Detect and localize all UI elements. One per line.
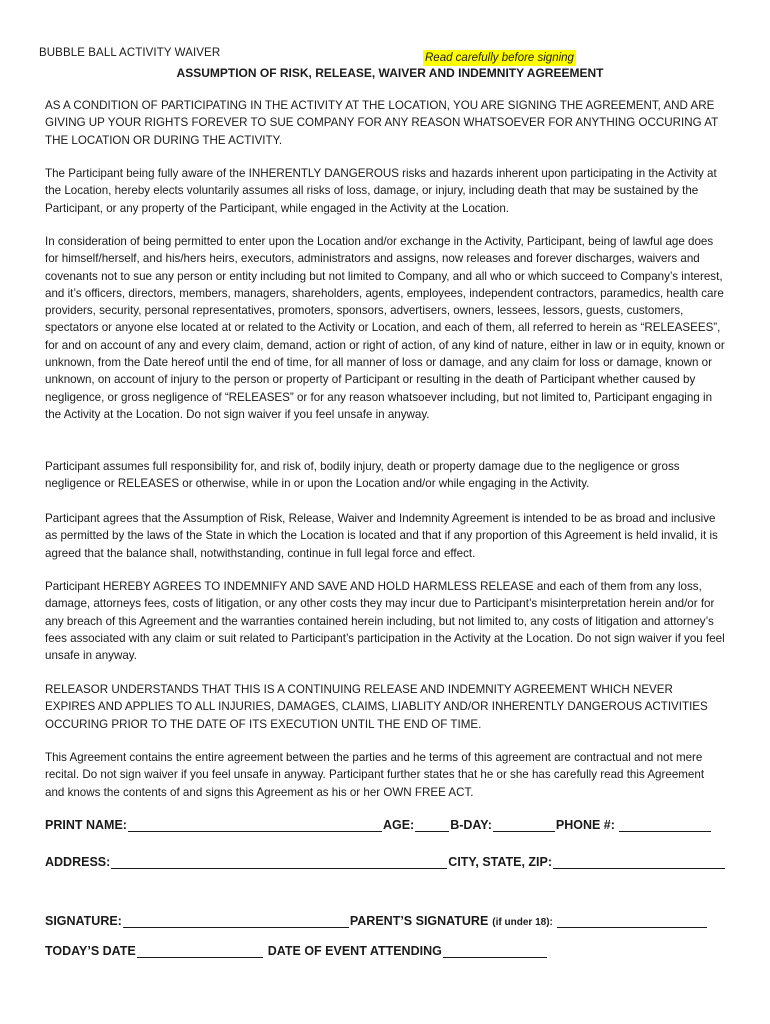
if-under-18-note: (if under 18): [492,917,553,928]
paragraph-indemnify [45,578,725,664]
todays-date-field[interactable] [137,944,263,958]
signature-label: SIGNATURE: [45,914,122,928]
paragraph-text: Participant assumes full responsibility for, and risk of, bodily injury, death or property damage due to the negligence or gross negligence or RELEASES or otherwise, while in or upon the Location and/or while engaging in the Activity. [45,460,680,491]
document-label: BUBBLE BALL ACTIVITY WAIVER [39,47,221,59]
todays-date-label: TODAY’S DATE [45,944,136,958]
city-state-zip-field[interactable] [553,855,725,869]
print-name-label: PRINT NAME: [45,818,127,832]
paragraph-assumption [45,165,725,217]
paragraph-text: This Agreement contains the entire agreement between the parties and he terms of this agreement are contractual and not mere recital. Do not sign waiver if you feel unsafe in anyway. Participant further states that he or she has carefully read this Agreement and knows the contents of and signs this Agreement as his or her OWN FREE ACT. [45,751,705,799]
address-field[interactable] [111,855,447,869]
signature-field[interactable] [123,914,349,928]
form-row-address [45,855,726,869]
form-row-signature [45,914,708,928]
date-of-event-label: DATE OF EVENT ATTENDING [267,944,442,958]
phone-label: PHONE #: [555,818,615,832]
form-row-name [45,818,712,832]
paragraph-text: The Participant being fully aware of the INHERENTLY DANGEROUS risks and hazards inherent upon participating in the Activity at the Location, hereby elects voluntarily assumes all risks of loss, damage, or injury, including death that may be sustained by the Participant, or any property of the Participant, while engaged in the Activity at the Location. [45,167,717,215]
phone-field[interactable] [619,818,711,832]
paragraph-text: Participant agrees that the Assumption of Risk, Release, Waiver and Indemnity Agreement is intended to be as broad and inclusive as permitted by the laws of the State in which the Location is located and that if any proportion of this Agreement is held invalid, it is agreed that the balance shall, notwithstanding, continue in full legal force and effect. [45,512,718,560]
form-row-dates [45,944,548,958]
highlighted-note: Read carefully before signing [425,52,574,64]
date-of-event-field[interactable] [443,944,547,958]
paragraph-text: In consideration of being permitted to enter upon the Location and/or exchange in the Activity, Participant, being of lawful age does for himself/herself, and his/hers heirs, executors, administrators and assigns, now releases and forever discharges, waivers and covenants not to sue any person or entity including but not limited to Company, and all who or which succeed to Company’s interest, and it’s officers, directors, members, managers, shareholders, agents, employees, independent contractors, paramedics, health care providers, security, personal representatives, promoters, sponsors, advertisers, owners, lessees, lessors, guests, customers, spectators or anyone else located at or related to the Activity or Location, and each of them, all referred to herein as “RELEASEES”, for and on account of any and every claim, demand, action or right of action, of any kind of nature, either in law or in equity, known or unknown, from the Date hereof until the end of time, for all manner of loss or damage, and any claim for loss or damage, known or unknown, on account of injury to the person or property of Participant or resulting in the death of Participant whether caused by negligence, or gross negligence of “RELEASES” or for any reason whatsoever including, but not limited to, Participant engaging in the Activity at the Location. Do not sign waiver if you feel unsafe in anyway. [45,235,725,421]
bday-field[interactable] [493,818,555,832]
age-field[interactable] [415,818,449,832]
agreement-title: ASSUMPTION OF RISK, RELEASE, WAIVER AND INDEMNITY AGREEMENT [176,66,604,80]
paragraph-continuing-release [45,681,725,733]
paragraph-condition [45,97,725,149]
address-label: ADDRESS: [45,855,111,869]
paragraph-text: Participant HEREBY AGREES TO INDEMNIFY AND SAVE AND HOLD HARMLESS RELEASE and each of them from any loss, damage, attorneys fees, costs of litigation, or any other costs they may incur due to Participant’s misinterpretation herein and/or for any breach of this Agreement and the warranties contained herein including, but not limited to, any costs of litigation and attorney’s fees associated with any claim or suit related to Participant’s participation in the Activity at the Location. Do not sign waiver if you feel unsafe in anyway. [45,580,725,663]
city-state-zip-label: CITY, STATE, ZIP: [448,855,553,869]
bday-label: B-DAY: [450,818,492,832]
paragraph-release [45,233,725,423]
age-label: AGE: [382,818,415,832]
parents-signature-label: PARENT’S SIGNATURE [349,914,489,928]
paragraph-entire-agreement [45,749,725,801]
print-name-field[interactable] [128,818,382,832]
paragraph-text: AS A CONDITION OF PARTICIPATING IN THE ACTIVITY AT THE LOCATION, YOU ARE SIGNING THE AGREEMENT, AND ARE GIVING UP YOUR RIGHTS FOREVER TO SUE COMPANY FOR ANY REASON WHATSOEVER FOR ANYTHING OCCURING AT THE LOCATION OR DURING THE ACTIVITY. [45,99,718,147]
paragraph-scope [45,510,725,562]
parents-signature-field[interactable] [557,914,707,928]
paragraph-text: RELEASOR UNDERSTANDS THAT THIS IS A CONTINUING RELEASE AND INDEMNITY AGREEMENT WHICH NEVER EXPIRES AND APPLIES TO ALL INJURIES, DAMAGES, CLAIMS, LIABLITY AND/OR INHERENTLY DANGEROUS ACTIVITIES OCCURING PRIOR TO THE DATE OF ITS EXECUTION UNTIL THE END OF TIME. [45,683,708,731]
paragraph-responsibility [45,458,725,493]
